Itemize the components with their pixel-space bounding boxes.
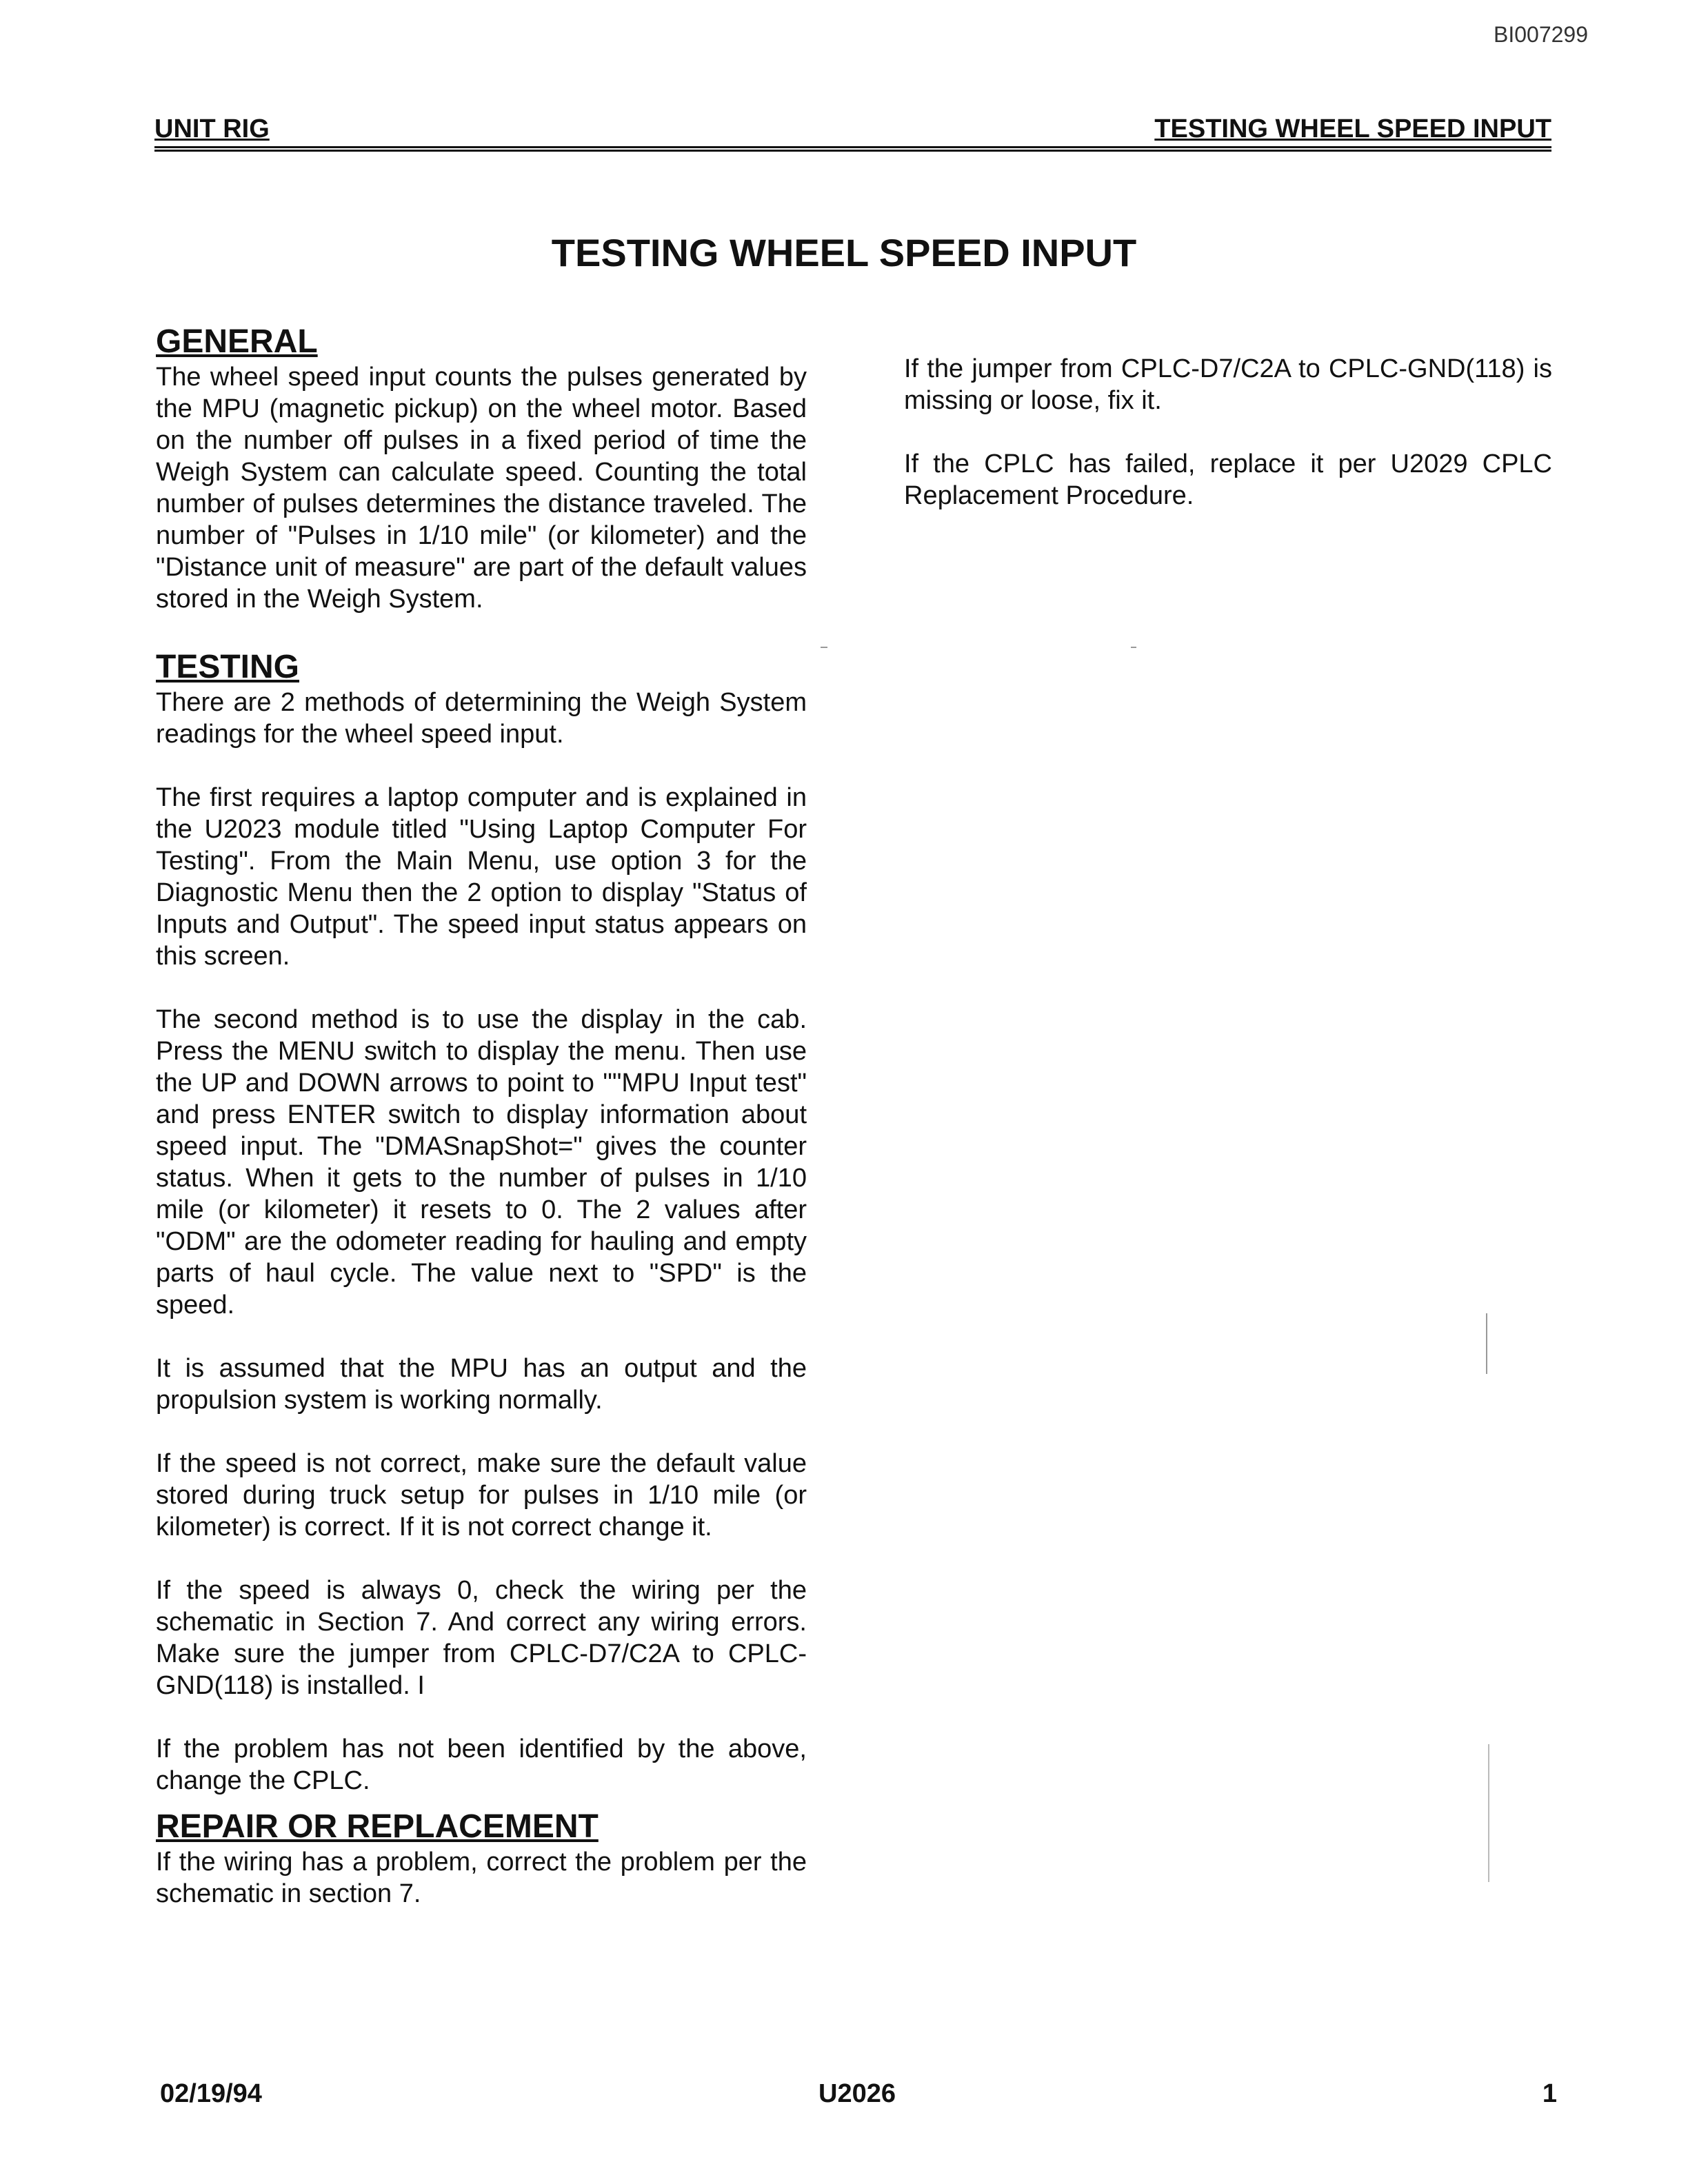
scan-mark bbox=[821, 647, 827, 648]
right-paragraph-2: If the CPLC has failed, replace it per U2029 CPLC Replacement Procedure. bbox=[904, 449, 1552, 510]
page-title: TESTING WHEEL SPEED INPUT bbox=[551, 231, 1137, 274]
scan-mark bbox=[1131, 647, 1136, 648]
header-left: UNIT RIG bbox=[154, 114, 270, 143]
right-paragraph-1: If the jumper from CPLC-D7/C2A to CPLC-GND(118) is missing or loose, fix it. bbox=[904, 354, 1552, 415]
testing-paragraph-2: The first requires a laptop computer and is explained in the U2023 module titled "Using Laptop Computer For Testing". From the Main Menu, use option 3 for the Diagnostic Menu then the 2 option to display "Status of Inputs and Output". The speed input status appears on this screen. bbox=[156, 783, 807, 971]
testing-paragraph-7: If the problem has not been identified by the above, change the CPLC. bbox=[156, 1735, 807, 1795]
testing-paragraph-6: If the speed is always 0, check the wiring per the schematic in Section 7. And correct any wiring errors. Make sure the jumper from CPLC-D7/C2A to CPLC-GND(118) is installed. I bbox=[156, 1576, 807, 1700]
testing-paragraph-5: If the speed is not correct, make sure the default value stored during truck setup for pulses in 1/10 mile (or kilometer) is correct. If it is not correct change it. bbox=[156, 1449, 807, 1541]
header-rule bbox=[154, 146, 1551, 152]
left-column bbox=[156, 323, 807, 1910]
document-id: BI007299 bbox=[1493, 22, 1588, 47]
right-column bbox=[904, 353, 1552, 512]
general-paragraph: The wheel speed input counts the pulses generated by the MPU (magnetic pickup) on the wheel motor. Based on the number off pulses in a fixed period of time the Weigh System can calculate speed. Counting the total number of pulses determines the distance traveled. The number of "Pulses in 1/10 mile" (or kilometer) and the "Distance unit of measure" are part of the default values stored in the Weigh System. bbox=[156, 363, 807, 614]
header-right: TESTING WHEEL SPEED INPUT bbox=[1154, 114, 1551, 143]
page-footer bbox=[160, 2079, 1557, 2114]
testing-paragraph-3: The second method is to use the display in the cab. Press the MENU switch to display the menu. Then use the UP and DOWN arrows to point to ""MPU Input test" and press ENTER switch to display information about speed input. The "DMASnapShot=" gives the counter status. When it gets to the number of pulses in 1/10 mile (or kilometer) it resets to 0. The 2 values after "ODM" are the odometer reading for hauling and empty parts of haul cycle. The value next to "SPD" is the speed. bbox=[156, 1005, 807, 1320]
section-heading-testing: TESTING bbox=[156, 649, 300, 685]
footer-date: 02/19/94 bbox=[160, 2079, 262, 2108]
testing-paragraph-1: There are 2 methods of determining the Weigh System readings for the wheel speed input. bbox=[156, 688, 807, 749]
section-heading-repair: REPAIR OR REPLACEMENT bbox=[156, 1808, 599, 1845]
scan-mark bbox=[1488, 1744, 1489, 1882]
repair-paragraph: If the wiring has a problem, correct the problem per the schematic in section 7. bbox=[156, 1848, 807, 1908]
footer-page-number: 1 bbox=[1542, 2079, 1557, 2108]
section-heading-general: GENERAL bbox=[156, 323, 318, 360]
footer-module-code: U2026 bbox=[818, 2079, 896, 2108]
testing-paragraph-4: It is assumed that the MPU has an output and the propulsion system is working normally. bbox=[156, 1354, 807, 1415]
scan-mark bbox=[1486, 1313, 1487, 1374]
